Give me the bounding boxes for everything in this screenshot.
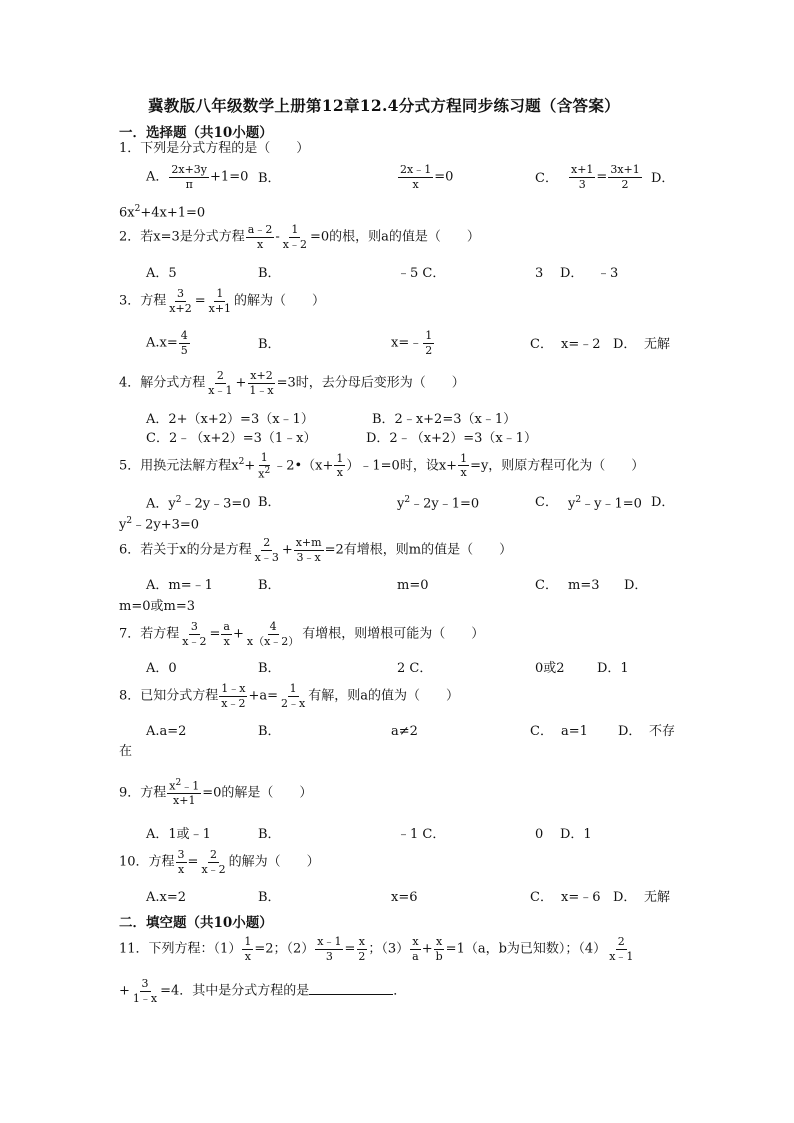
fraction — [169, 164, 209, 190]
expr-text: +1=0 — [210, 169, 249, 185]
expr-text: y — [397, 496, 405, 512]
fraction — [221, 621, 232, 647]
numerator — [167, 779, 201, 794]
expr-text: = — [209, 626, 221, 642]
q3-stem — [119, 288, 325, 314]
section-fill-heading: 二．填空题（共10小题） — [119, 915, 273, 931]
numerator: x — [358, 935, 365, 948]
section-choice-heading: 一．选择题（共10小题） — [119, 125, 273, 141]
q10-option-b: x=6 — [391, 890, 418, 905]
q1-option-d — [119, 205, 205, 219]
expr-text: x — [258, 467, 265, 481]
denominator: 2 — [621, 177, 629, 191]
numerator: 2 — [216, 369, 224, 382]
q3-option-b — [391, 330, 435, 356]
q11-stem-line1 — [119, 936, 636, 962]
q7-option-c: 0或2 — [535, 661, 565, 676]
numerator: x — [412, 935, 419, 948]
denominator: x+1 — [208, 301, 232, 315]
denominator: x — [244, 949, 251, 963]
q9-stem — [119, 779, 312, 807]
q1-option-d-label: D． — [651, 171, 675, 186]
q10-option-c-label: C． — [530, 890, 553, 905]
q1-option-a — [146, 164, 248, 190]
q9-option-b: ﹣1 C． — [397, 827, 446, 842]
denominator: 2 — [358, 949, 366, 963]
q11-stem-line2 — [119, 978, 406, 1004]
fraction — [356, 936, 367, 962]
superscript: 2 — [264, 465, 271, 476]
q2-option-c: 3 — [535, 266, 544, 281]
expr-text: ﹣2y﹣1=0 — [410, 496, 480, 512]
q5-option-c-label: C． — [535, 495, 558, 510]
q1-option-c — [568, 164, 643, 190]
stem-text: 4．解分式方程 — [119, 375, 206, 391]
fraction — [256, 452, 272, 480]
expr-text: A．y — [146, 496, 176, 512]
q2-option-a: A．5 — [146, 266, 177, 281]
fraction — [410, 936, 421, 962]
denominator: x﹣1 — [609, 949, 634, 963]
expr-text: x — [231, 458, 239, 474]
numerator: x+m — [295, 536, 322, 549]
numerator: 1 — [336, 451, 344, 465]
denominator: b — [435, 949, 443, 963]
stem-text: 9．方程 — [119, 785, 167, 801]
q10-option-d-label: D． — [613, 890, 637, 905]
q10-option-b-label: B． — [258, 890, 281, 905]
stem-text: =2；（2） — [254, 941, 315, 957]
numerator: 3 — [176, 287, 184, 300]
expr-text: =0 — [434, 169, 454, 185]
stem-text: =0的根，则a的值是（ ） — [309, 229, 480, 245]
expr-text: + — [232, 626, 244, 642]
denominator: 2﹣x — [281, 696, 306, 710]
q5-option-c — [568, 496, 642, 510]
fraction — [176, 849, 187, 875]
stem-text: 6．若关于x的分是方程 — [119, 542, 252, 558]
stem-text: 2．若x=3是分式方程 — [119, 229, 245, 245]
stem-text: 的解为（ ） — [228, 854, 320, 870]
expr-text: +4x+1=0 — [140, 205, 206, 221]
fraction — [131, 978, 159, 1004]
superscript: 2 — [126, 516, 133, 526]
expr-text: +a= — [248, 688, 279, 704]
numerator: 1 — [425, 329, 433, 342]
fraction — [167, 288, 193, 314]
numerator: x+1 — [571, 163, 594, 176]
numerator: 1 — [291, 223, 299, 236]
fraction — [253, 537, 281, 563]
q6-option-a: A．m=﹣1 — [146, 578, 213, 593]
fraction — [434, 936, 445, 962]
answer-blank[interactable] — [309, 982, 393, 995]
q2-option-d-label: D． — [560, 266, 584, 281]
expr-text: + — [281, 542, 293, 558]
stem-text: ． — [393, 983, 407, 999]
fraction — [246, 224, 275, 250]
stem-text: =2有增根，则m的值是（ ） — [324, 542, 513, 558]
denominator: x — [412, 177, 419, 191]
q8-stem — [119, 683, 459, 709]
numerator: a﹣2 — [247, 223, 273, 236]
q5-option-a — [146, 496, 251, 510]
expr-text: = — [194, 293, 206, 309]
denominator: x — [336, 466, 343, 480]
q10-option-a: A.x=2 — [146, 890, 187, 905]
q7-option-a: A．0 — [146, 661, 177, 676]
numerator: x+2 — [250, 369, 273, 382]
q1-stem: 1．下列是分式方程的是（ ） — [119, 141, 310, 156]
q4-option-d: D．2﹣（x+2）=3（x﹣1） — [366, 431, 537, 446]
fraction — [207, 288, 233, 314]
denominator: x﹣1 — [208, 383, 233, 397]
numerator: 3 — [177, 848, 185, 861]
denominator: 5 — [180, 343, 188, 357]
q6-option-c-label: C． — [535, 578, 558, 593]
expr-text: - — [275, 229, 280, 245]
q3-option-d: 无解 — [644, 337, 671, 352]
expr-text: = — [344, 941, 356, 957]
expr-text: ﹣2y﹣3=0 — [181, 496, 251, 512]
numerator: 2 — [617, 935, 625, 948]
stem-text: 10．方程 — [119, 854, 175, 870]
numerator: a — [223, 620, 230, 633]
fraction — [180, 621, 208, 647]
superscript: 2 — [134, 204, 141, 214]
q8-option-d: 不存 — [649, 724, 676, 739]
q8-option-c: a=1 — [561, 724, 588, 739]
denominator: x﹣2 — [182, 634, 207, 648]
q7-stem — [119, 621, 484, 647]
stem-text: 7．若方程 — [119, 626, 180, 642]
q1-option-b — [397, 164, 453, 190]
q2-stem — [119, 224, 480, 250]
superscript: 2 — [575, 495, 582, 505]
q8-option-a: A.a=2 — [146, 724, 187, 739]
q9-option-b-label: B． — [258, 827, 281, 842]
numerator: 1﹣x — [221, 682, 246, 695]
q3-option-c-label: C． — [530, 337, 553, 352]
fraction — [334, 453, 345, 479]
numerator: 1 — [216, 287, 224, 300]
stem-text: =3时，去分母后变形为（ ） — [276, 375, 465, 391]
stem-text: =0的解是（ ） — [202, 785, 313, 801]
stem-text: 有增根，则增根可能为（ ） — [302, 626, 485, 642]
q7-option-b: 2 C． — [397, 661, 433, 676]
denominator — [256, 466, 272, 480]
fraction — [398, 164, 433, 190]
q3-option-a — [146, 330, 191, 356]
denominator: 3 — [578, 177, 586, 191]
denominator: 3﹣x — [296, 550, 321, 564]
denominator: 3 — [325, 949, 333, 963]
numerator: 1 — [260, 451, 268, 464]
superscript: 2 — [175, 495, 182, 505]
superscript: 2 — [238, 457, 245, 468]
q7-option-b-label: B． — [258, 661, 281, 676]
stem-text: 5．用换元法解方程 — [119, 458, 232, 474]
q1-option-c-label: C． — [535, 171, 558, 186]
numerator: 3 — [141, 977, 149, 990]
fraction — [315, 936, 343, 962]
expr-text: ﹣2•（x+ — [273, 458, 334, 474]
q10-stem — [119, 849, 320, 875]
numerator: 3x+1 — [610, 163, 640, 176]
fraction — [206, 370, 234, 396]
q10-option-d: 无解 — [644, 890, 671, 905]
expr-text: + — [119, 983, 130, 999]
q9-option-a: A．1或﹣1 — [146, 827, 211, 842]
denominator: 2 — [425, 343, 433, 357]
q6-option-b-label: B． — [258, 578, 281, 593]
fraction — [279, 683, 307, 709]
q7-option-d: D．1 — [597, 661, 629, 676]
q6-option-d: m=0或m=3 — [119, 599, 195, 614]
fraction — [608, 164, 641, 190]
fraction — [569, 164, 595, 190]
q4-stem — [119, 370, 465, 396]
numerator: 2x﹣1 — [400, 163, 432, 176]
q8-option-b-label: B． — [258, 724, 281, 739]
q2-option-d: ﹣3 — [597, 266, 619, 281]
denominator: x — [256, 237, 264, 251]
numerator: 3 — [190, 620, 198, 633]
numerator: 1 — [460, 451, 468, 465]
q3-option-b-label: B． — [258, 337, 281, 352]
expr-text: + — [244, 458, 256, 474]
expr-text: ﹣1 — [181, 779, 200, 793]
q5-option-b — [397, 496, 479, 510]
expr-text: x — [169, 779, 176, 793]
stem-text: 的解为（ ） — [234, 293, 326, 309]
denominator: π — [185, 177, 193, 191]
expr-text: = — [187, 854, 199, 870]
expr-text: y — [119, 517, 127, 533]
fraction — [423, 330, 434, 356]
fraction — [458, 453, 469, 479]
denominator: x — [460, 466, 467, 480]
expr-text: = — [596, 169, 608, 185]
denominator: x﹣2 — [282, 237, 307, 251]
q6-option-b: m=0 — [397, 578, 429, 593]
numerator: 2x+3y — [171, 163, 208, 176]
fraction — [294, 537, 324, 563]
denominator: x﹣3 — [254, 550, 279, 564]
q5-option-d-label: D． — [651, 495, 675, 510]
q5-option-d — [119, 517, 199, 531]
fraction — [245, 621, 301, 647]
q5-stem — [119, 452, 644, 480]
numerator: 1 — [289, 682, 297, 695]
denominator: x﹣2 — [221, 696, 246, 710]
denominator: x — [177, 862, 185, 876]
q2-option-b: ﹣5 C． — [397, 266, 446, 281]
numerator: x — [436, 935, 443, 948]
q6-stem — [119, 537, 512, 563]
numerator: x﹣1 — [317, 935, 342, 948]
expr-text: ﹣y﹣1=0 — [581, 496, 642, 512]
expr-text: y — [568, 496, 576, 512]
stem-text: 8．已知分式方程 — [119, 688, 219, 704]
expr-text: x=﹣ — [391, 335, 423, 351]
q3-option-d-label: D． — [613, 337, 637, 352]
q3-option-c: x=﹣2 — [561, 337, 601, 352]
option-label: A． — [146, 169, 169, 185]
q4-option-a: A．2+（x+2）=3（x﹣1） — [146, 412, 314, 427]
denominator: 1﹣x — [249, 383, 274, 397]
denominator: x（x﹣2） — [246, 634, 300, 648]
stem-text: =1（a，b为已知数）；（4） — [445, 941, 607, 957]
expr-text: + — [235, 375, 247, 391]
stem-text: 3．方程 — [119, 293, 167, 309]
q8-option-d-wrap: 在 — [119, 744, 133, 759]
superscript: 2 — [404, 495, 411, 505]
denominator: x+2 — [169, 301, 192, 315]
fraction — [281, 224, 309, 250]
stem-text: =4．其中是分式方程的是 — [160, 983, 310, 999]
q2-option-b-label: B． — [258, 266, 281, 281]
q1-option-b-label: B． — [258, 171, 281, 186]
expr-text: ﹣2y+3=0 — [132, 517, 200, 533]
fraction — [607, 936, 635, 962]
q8-option-d-label: D． — [618, 724, 642, 739]
expr-text: + — [421, 941, 433, 957]
stem-text: 11．下列方程：（1） — [119, 941, 242, 957]
denominator: a — [412, 949, 419, 963]
numerator: 1 — [244, 935, 252, 948]
q10-option-c: x=﹣6 — [561, 890, 601, 905]
page-title: 冀教版八年级数学上册第12章12.4分式方程同步练习题（含答案） — [148, 96, 620, 115]
fraction — [179, 330, 190, 356]
denominator: x — [223, 634, 230, 648]
q4-option-c: C．2﹣（x+2）=3（1﹣x） — [146, 431, 317, 446]
q6-option-d-label: D． — [624, 578, 648, 593]
numerator: 2 — [263, 536, 271, 549]
q4-option-b: B．2﹣x+2=3（x﹣1） — [372, 412, 517, 427]
numerator: 4 — [269, 620, 277, 633]
q6-option-c: m=3 — [568, 578, 600, 593]
denominator: 1﹣x — [132, 991, 158, 1005]
fraction — [242, 936, 253, 962]
denominator: x﹣2 — [201, 862, 226, 876]
fraction — [167, 779, 201, 807]
stem-text: =y，则原方程可化为（ ） — [470, 458, 645, 474]
q8-option-c-label: C． — [530, 724, 553, 739]
denominator: x+1 — [173, 794, 196, 808]
fraction — [199, 849, 227, 875]
expr-text: ）﹣1=0时，设x+ — [346, 458, 458, 474]
fraction — [247, 370, 275, 396]
numerator: 4 — [180, 329, 188, 342]
q9-option-d: D．1 — [560, 827, 592, 842]
q8-option-b: a≠2 — [391, 724, 418, 739]
stem-text: 有解，则a的值为（ ） — [308, 688, 459, 704]
stem-text: ；（3） — [368, 941, 410, 957]
q9-option-c: 0 — [535, 827, 544, 842]
expr-text: 6x — [119, 205, 135, 221]
q5-option-b-label: B． — [258, 495, 281, 510]
fraction — [219, 683, 247, 709]
numerator: 2 — [210, 848, 218, 861]
expr-text: A.x= — [146, 335, 178, 351]
superscript: 2 — [175, 778, 182, 788]
